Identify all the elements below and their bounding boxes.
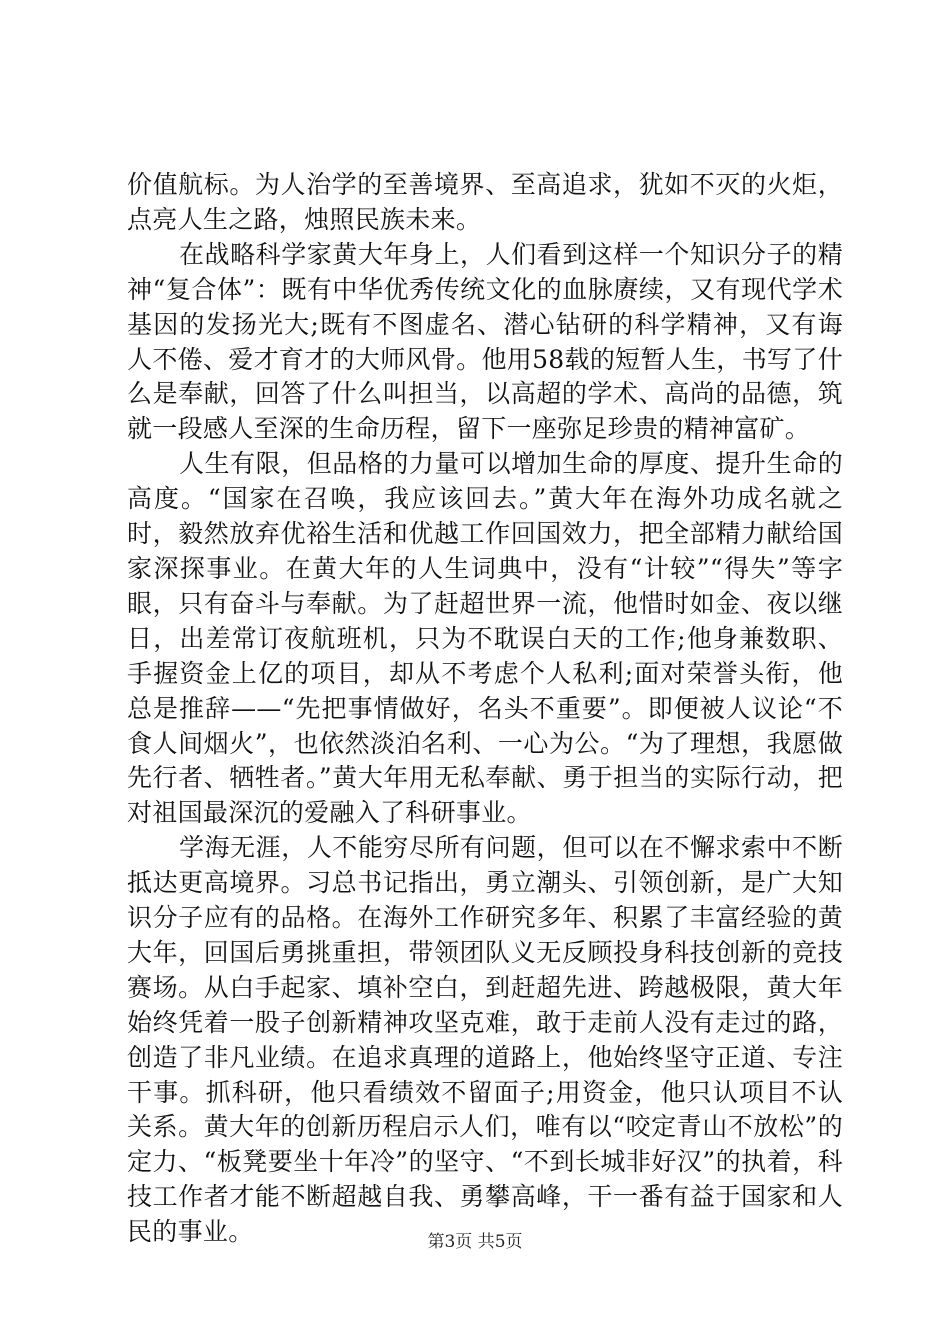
- document-body: [127, 168, 843, 1250]
- paragraph-character-power: 人生有限，但品格的力量可以增加生命的厚度、提升生命的高度。“国家在召唤，我应该回去。”黄大年在海外功成名就之时，毅然放弃优裕生活和优越工作回国效力，把全部精力献给国家深探事业。在黄大年的人生词典中，没有“计较”“得失”等字眼，只有奋斗与奉献。为了赶超世界一流，他惜时如金、夜以继日，出差常订夜航班机，只为不耽误白天的工作;他身兼数职、手握资金上亿的项目，却从不考虑个人私利;面对荣誉头衔，他总是推辞——“先把事情做好，名头不重要”。即便被人议论“不食人间烟火”，也依然淡泊名利、一心为公。“为了理想，我愿做先行者、牺牲者。”黄大年用无私奉献、勇于担当的实际行动，把对祖国最深沉的爱融入了科研事业。: [127, 449, 843, 828]
- page-number-footer: 第3页 共5页: [427, 1232, 523, 1252]
- paragraph-composite-spirit: 在战略科学家黄大年身上，人们看到这样一个知识分子的精神“复合体”：既有中华优秀传统文化的血脉赓续，又有现代学术基因的发扬光大;既有不图虚名、潜心钻研的科学精神，又有诲人不倦、爱才育才的大师风骨。他用58载的短暂人生，书写了什么是奉献，回答了什么叫担当，以高超的学术、高尚的品德，筑就一段感人至深的生命历程，留下一座弥足珍贵的精神富矿。: [127, 239, 843, 444]
- paragraph-continuation: 价值航标。为人治学的至善境界、至高追求，犹如不灭的火炬，点亮人生之路，烛照民族未来。: [127, 170, 843, 234]
- paragraph-innovation: 学海无涯，人不能穷尽所有问题，但可以在不懈求索中不断抵达更高境界。习总书记指出，勇立潮头、引领创新，是广大知识分子应有的品格。在海外工作研究多年、积累了丰富经验的黄大年，回国后勇挑重担，带领团队义无反顾投身科技创新的竞技赛场。从白手起家、填补空白，到赶超先进、跨越极限，黄大年始终凭着一股子创新精神攻坚克难，敢于走前人没有走过的路，创造了非凡业绩。在追求真理的道路上，他始终坚守正道、专注干事。抓科研，他只看绩效不留面子;用资金，他只认项目不认关系。黄大年的创新历程启示人们，唯有以“咬定青山不放松”的定力、“板凳要坐十年冷”的坚守、“不到长城非好汉”的执着，科技工作者才能不断超越自我、勇攀高峰，干一番有益于国家和人民的事业。: [127, 833, 843, 1247]
